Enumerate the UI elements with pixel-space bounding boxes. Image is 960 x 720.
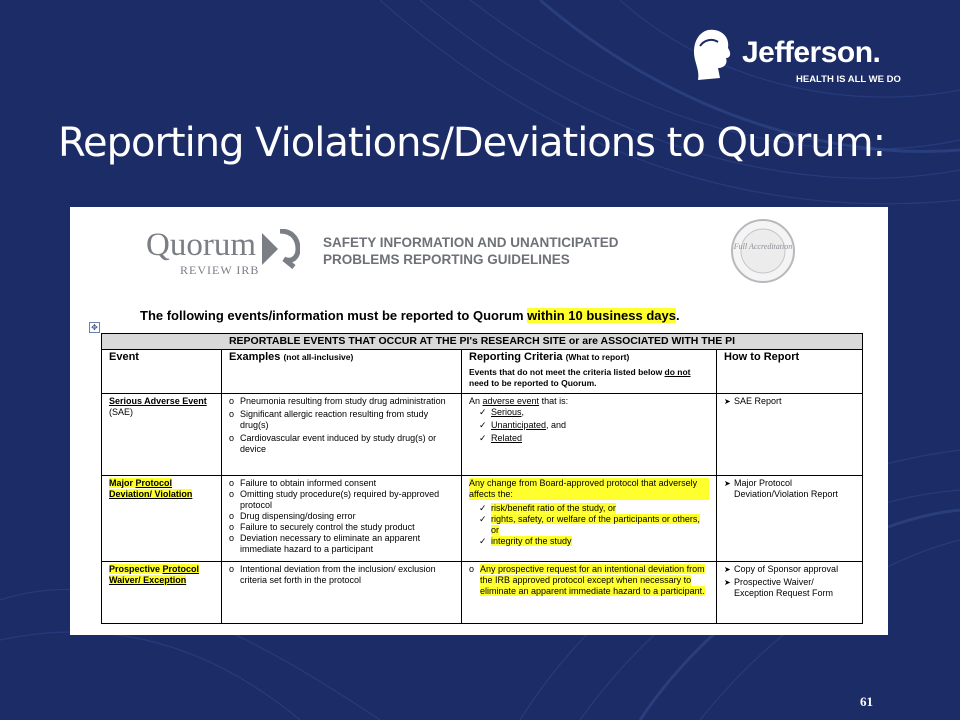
document-title-line2: PROBLEMS REPORTING GUIDELINES <box>323 252 570 267</box>
jefferson-logo[interactable] <box>688 26 918 86</box>
list-item: o Failure to securely control the study product <box>229 522 454 533</box>
slide-title: Reporting Violations/Deviations to Quorum: <box>58 120 886 166</box>
criteria-sae-b: adverse event <box>482 396 540 406</box>
list-item: o Omitting study procedure(s) required by-approved protocol <box>229 489 454 511</box>
event-sae-name: Serious Adverse Event <box>109 396 207 406</box>
list-item: o Pneumonia resulting from study drug administration <box>229 396 454 407</box>
reportable-events-table <box>101 333 863 624</box>
intro-text <box>140 308 680 323</box>
quorum-mark-icon <box>260 229 300 269</box>
col-event-header: Event <box>102 350 222 394</box>
list-item: ➤ Major Protocol Deviation/Violation Report <box>724 478 855 500</box>
criteria-subnote-b: do not <box>664 367 691 377</box>
check-rights: rights, safety, or welfare of the participants or others, or <box>491 514 700 535</box>
seal-text: Full Accreditation <box>733 242 793 251</box>
event-prospective-name <box>109 564 199 585</box>
table-row-prospective <box>102 562 863 624</box>
criteria-prospective-text: Any prospective request for an intentional deviation from the IRB approved protocol except when necessary to eliminate an apparent immediate hazard to a participant. <box>480 564 705 596</box>
list-item <box>469 514 709 536</box>
list-item: ➤ SAE Report <box>724 396 855 407</box>
criteria-sae-c: that is: <box>539 396 569 406</box>
list-item: o Failure to obtain informed consent <box>229 478 454 489</box>
list-item <box>469 564 709 597</box>
list-item: o Cardiovascular event induced by study drug(s) or device <box>229 433 454 455</box>
event-sae <box>102 394 222 476</box>
document-title <box>323 234 703 268</box>
examples-sae <box>222 394 462 476</box>
check-serious: Serious <box>491 407 522 417</box>
accreditation-seal-icon <box>730 218 796 284</box>
how-prospective <box>717 562 863 624</box>
intro-text-end: . <box>675 308 680 323</box>
event-prospective-a: Prospective <box>109 564 163 574</box>
event-sae-abbr: (SAE) <box>109 407 134 417</box>
check-suffix: , <box>521 407 525 417</box>
col-criteria-label: Reporting Criteria <box>469 351 563 363</box>
how-major <box>717 476 863 562</box>
guidelines-document <box>70 207 888 635</box>
list-item <box>469 407 709 418</box>
col-examples-note: (not all-inclusive) <box>283 352 354 362</box>
table-move-handle-icon[interactable]: ✥ <box>89 322 100 333</box>
table-row-sae <box>102 394 863 476</box>
event-prospective-b: Protocol Waiver/ Exception <box>109 564 200 585</box>
logo-name: Jefferson. <box>742 36 881 69</box>
list-item: o Drug dispensing/dosing error <box>229 511 454 522</box>
list-item <box>469 503 709 514</box>
criteria-major-intro: Any change from Board-approved protocol that adversely affects the: <box>469 478 709 500</box>
col-examples-label: Examples <box>229 351 281 363</box>
col-criteria-note: (What to report) <box>565 352 630 362</box>
check-suffix: , and <box>546 420 567 430</box>
intro-highlight: within 10 business days <box>527 308 676 323</box>
criteria-prospective <box>462 562 717 624</box>
accreditation-seal <box>730 218 796 284</box>
table-row-major <box>102 476 863 562</box>
list-item <box>469 420 709 431</box>
check-risk: risk/benefit ratio of the study, or <box>491 503 616 513</box>
event-major-a: Major <box>109 478 136 488</box>
col-how-header: How to Report <box>717 350 863 394</box>
check-integrity: integrity of the study <box>491 536 572 546</box>
event-major-name <box>109 478 192 499</box>
document-title-line1: SAFETY INFORMATION AND UNANTICIPATED <box>323 235 619 250</box>
table-header-row <box>102 350 863 394</box>
criteria-subnote-c: need to be reported to Quorum. <box>469 378 597 388</box>
logo-tagline: HEALTH IS ALL WE DO <box>796 74 901 85</box>
check-unanticipated: Unanticipated <box>491 420 547 430</box>
criteria-sae-a: An <box>469 396 483 406</box>
quorum-logo-sub: REVIEW IRB <box>180 263 260 277</box>
list-item <box>469 536 709 547</box>
examples-prospective <box>222 562 462 624</box>
event-major <box>102 476 222 562</box>
col-criteria-header <box>462 350 717 394</box>
list-item <box>469 433 709 444</box>
table-banner: REPORTABLE EVENTS THAT OCCUR AT THE PI's RESEARCH SITE or are ASSOCIATED WITH THE PI <box>102 334 863 350</box>
event-major-b: Protocol Deviation/ Violation <box>109 478 193 499</box>
criteria-sae <box>462 394 717 476</box>
list-item: ➤ Prospective Waiver/ Exception Request Form <box>724 577 855 599</box>
table-banner-row <box>102 334 863 350</box>
event-prospective <box>102 562 222 624</box>
list-item: o Deviation necessary to eliminate an apparent immediate hazard to a participant <box>229 533 454 555</box>
jefferson-head-icon <box>688 26 738 84</box>
col-examples-header <box>222 350 462 394</box>
criteria-subnote <box>469 367 709 389</box>
intro-text-main: The following events/information must be reported to Quorum <box>140 308 528 323</box>
list-item: o Intentional deviation from the inclusion/ exclusion criteria set forth in the protocol <box>229 564 454 586</box>
list-item: o Significant allergic reaction resulting from study drug(s) <box>229 409 454 431</box>
check-related: Related <box>491 433 523 443</box>
criteria-sae-intro <box>469 396 709 407</box>
quorum-logo-word: Quorum <box>146 227 256 263</box>
page-number: 61 <box>860 694 873 709</box>
quorum-logo <box>146 225 306 277</box>
list-item: ➤ Copy of Sponsor approval <box>724 564 855 575</box>
criteria-major <box>462 476 717 562</box>
how-sae <box>717 394 863 476</box>
criteria-subnote-a: Events that do not meet the criteria listed below <box>469 367 665 377</box>
examples-major <box>222 476 462 562</box>
